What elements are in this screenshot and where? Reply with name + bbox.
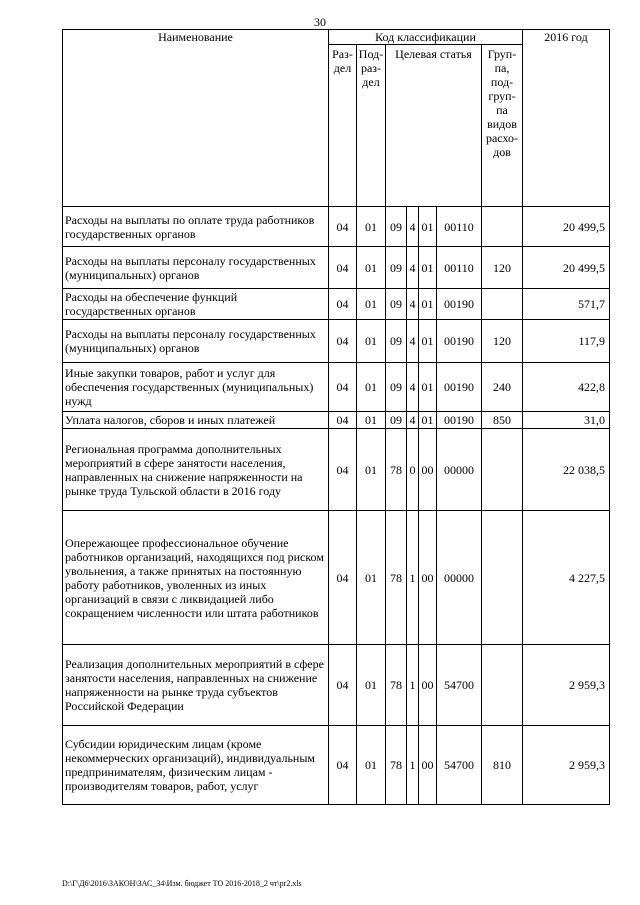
row-target-main: 01 [419, 207, 437, 247]
row-podrazdel: 01 [357, 511, 386, 645]
table-row [63, 320, 610, 363]
row-amount: 22 038,5 [523, 429, 610, 511]
row-razdel: 04 [329, 289, 357, 320]
row-razdel: 04 [329, 412, 357, 429]
header-year: 2016 год [523, 30, 610, 207]
row-podrazdel: 01 [357, 289, 386, 320]
row-target-direction: 00190 [437, 320, 482, 363]
table-row [63, 363, 610, 412]
row-razdel: 04 [329, 363, 357, 412]
row-amount: 571,7 [523, 289, 610, 320]
row-target-direction: 00190 [437, 412, 482, 429]
row-podrazdel: 01 [357, 320, 386, 363]
table-row [63, 511, 610, 645]
row-group: 120 [482, 320, 523, 363]
table-row [63, 412, 610, 429]
row-target-subprogram: 1 [407, 645, 419, 726]
row-target-subprogram: 0 [407, 429, 419, 511]
row-target-program: 78 [386, 645, 407, 726]
table-row [63, 247, 610, 289]
row-razdel: 04 [329, 207, 357, 247]
row-name: Расходы на выплаты по оплате труда работников государственных органов [63, 207, 329, 247]
row-target-program: 09 [386, 363, 407, 412]
row-razdel: 04 [329, 247, 357, 289]
header-group: Груп- па, под- груп- па видов расхо- дов [482, 45, 523, 207]
row-group: 810 [482, 726, 523, 805]
header-name: Наименование [63, 30, 329, 207]
row-target-program: 09 [386, 289, 407, 320]
row-target-main: 01 [419, 363, 437, 412]
row-target-subprogram: 4 [407, 247, 419, 289]
row-razdel: 04 [329, 320, 357, 363]
table-row [63, 645, 610, 726]
row-name: Расходы на выплаты персоналу государственных (муниципальных) органов [63, 320, 329, 363]
row-target-subprogram: 1 [407, 511, 419, 645]
table-row [63, 726, 610, 805]
file-path-footer: D:\Г\Д6\2016\ЗАКОН\ЗАС_34\Изм. бюджет ТО 2016-2018_2 чт\pr2.xls [62, 879, 302, 888]
row-razdel: 04 [329, 726, 357, 805]
row-razdel: 04 [329, 645, 357, 726]
row-amount: 4 227,5 [523, 511, 610, 645]
row-target-program: 78 [386, 511, 407, 645]
row-target-subprogram: 4 [407, 207, 419, 247]
table-row [63, 429, 610, 511]
row-target-program: 09 [386, 320, 407, 363]
row-name: Уплата налогов, сборов и иных платежей [63, 412, 329, 429]
row-target-direction: 00110 [437, 207, 482, 247]
row-group [482, 429, 523, 511]
row-target-subprogram: 4 [407, 320, 419, 363]
row-target-program: 78 [386, 429, 407, 511]
table-row [63, 207, 610, 247]
row-name: Региональная программа дополнительных мероприятий в сфере занятости населения, направленных на снижение напряженности на рынке труда Тульской области в 2016 году [63, 429, 329, 511]
row-target-direction: 54700 [437, 645, 482, 726]
row-podrazdel: 01 [357, 207, 386, 247]
row-target-main: 01 [419, 289, 437, 320]
row-amount: 20 499,5 [523, 207, 610, 247]
row-amount: 2 959,3 [523, 645, 610, 726]
row-target-main: 00 [419, 511, 437, 645]
row-podrazdel: 01 [357, 412, 386, 429]
row-amount: 422,8 [523, 363, 610, 412]
row-group: 850 [482, 412, 523, 429]
row-razdel: 04 [329, 511, 357, 645]
row-target-subprogram: 4 [407, 363, 419, 412]
row-amount: 31,0 [523, 412, 610, 429]
header-code: Код классификации [329, 30, 523, 45]
row-target-main: 00 [419, 429, 437, 511]
row-podrazdel: 01 [357, 247, 386, 289]
row-amount: 20 499,5 [523, 247, 610, 289]
row-name: Субсидии юридическим лицам (кроме некоммерческих организаций), индивидуальным предпринимателям, физическим лицам - производителям товаров, работ, услуг [63, 726, 329, 805]
row-target-main: 01 [419, 412, 437, 429]
row-name: Иные закупки товаров, работ и услуг для обеспечения государственных (муниципальных) нужд [63, 363, 329, 412]
row-group [482, 645, 523, 726]
row-target-program: 09 [386, 207, 407, 247]
row-target-subprogram: 1 [407, 726, 419, 805]
row-amount: 2 959,3 [523, 726, 610, 805]
budget-table [62, 29, 610, 805]
header-target: Целевая статья [386, 45, 482, 207]
row-target-main: 00 [419, 726, 437, 805]
table-row [63, 289, 610, 320]
row-target-subprogram: 4 [407, 289, 419, 320]
page-number: 30 [314, 15, 326, 29]
row-podrazdel: 01 [357, 363, 386, 412]
row-target-program: 09 [386, 412, 407, 429]
row-target-direction: 54700 [437, 726, 482, 805]
row-group [482, 289, 523, 320]
row-podrazdel: 01 [357, 429, 386, 511]
row-razdel: 04 [329, 429, 357, 511]
row-target-direction: 00000 [437, 511, 482, 645]
row-target-direction: 00110 [437, 247, 482, 289]
row-podrazdel: 01 [357, 726, 386, 805]
header-razdel: Раз- дел [329, 45, 357, 207]
row-target-direction: 00190 [437, 289, 482, 320]
row-group [482, 207, 523, 247]
row-target-direction: 00000 [437, 429, 482, 511]
row-target-program: 09 [386, 247, 407, 289]
row-target-direction: 00190 [437, 363, 482, 412]
row-target-subprogram: 4 [407, 412, 419, 429]
row-group: 240 [482, 363, 523, 412]
row-target-main: 01 [419, 247, 437, 289]
row-target-main: 00 [419, 645, 437, 726]
row-amount: 117,9 [523, 320, 610, 363]
row-target-program: 78 [386, 726, 407, 805]
header-podrazdel: Под- раз- дел [357, 45, 386, 207]
row-name: Опережающее профессиональное обучение работников организаций, находящихся под риском увольнения, а также принятых на постоянную работу работников, уволенных из иных организаций в связи с ликвидацией либо сокращением численности или штата работников [63, 511, 329, 645]
row-name: Расходы на выплаты персоналу государственных (муниципальных) органов [63, 247, 329, 289]
row-podrazdel: 01 [357, 645, 386, 726]
row-name: Расходы на обеспечение функций государственных органов [63, 289, 329, 320]
row-name: Реализация дополнительных мероприятий в сфере занятости населения, направленных на снижение напряженности на рынке труда субъектов Российской Федерации [63, 645, 329, 726]
row-target-main: 01 [419, 320, 437, 363]
row-group: 120 [482, 247, 523, 289]
row-group [482, 511, 523, 645]
